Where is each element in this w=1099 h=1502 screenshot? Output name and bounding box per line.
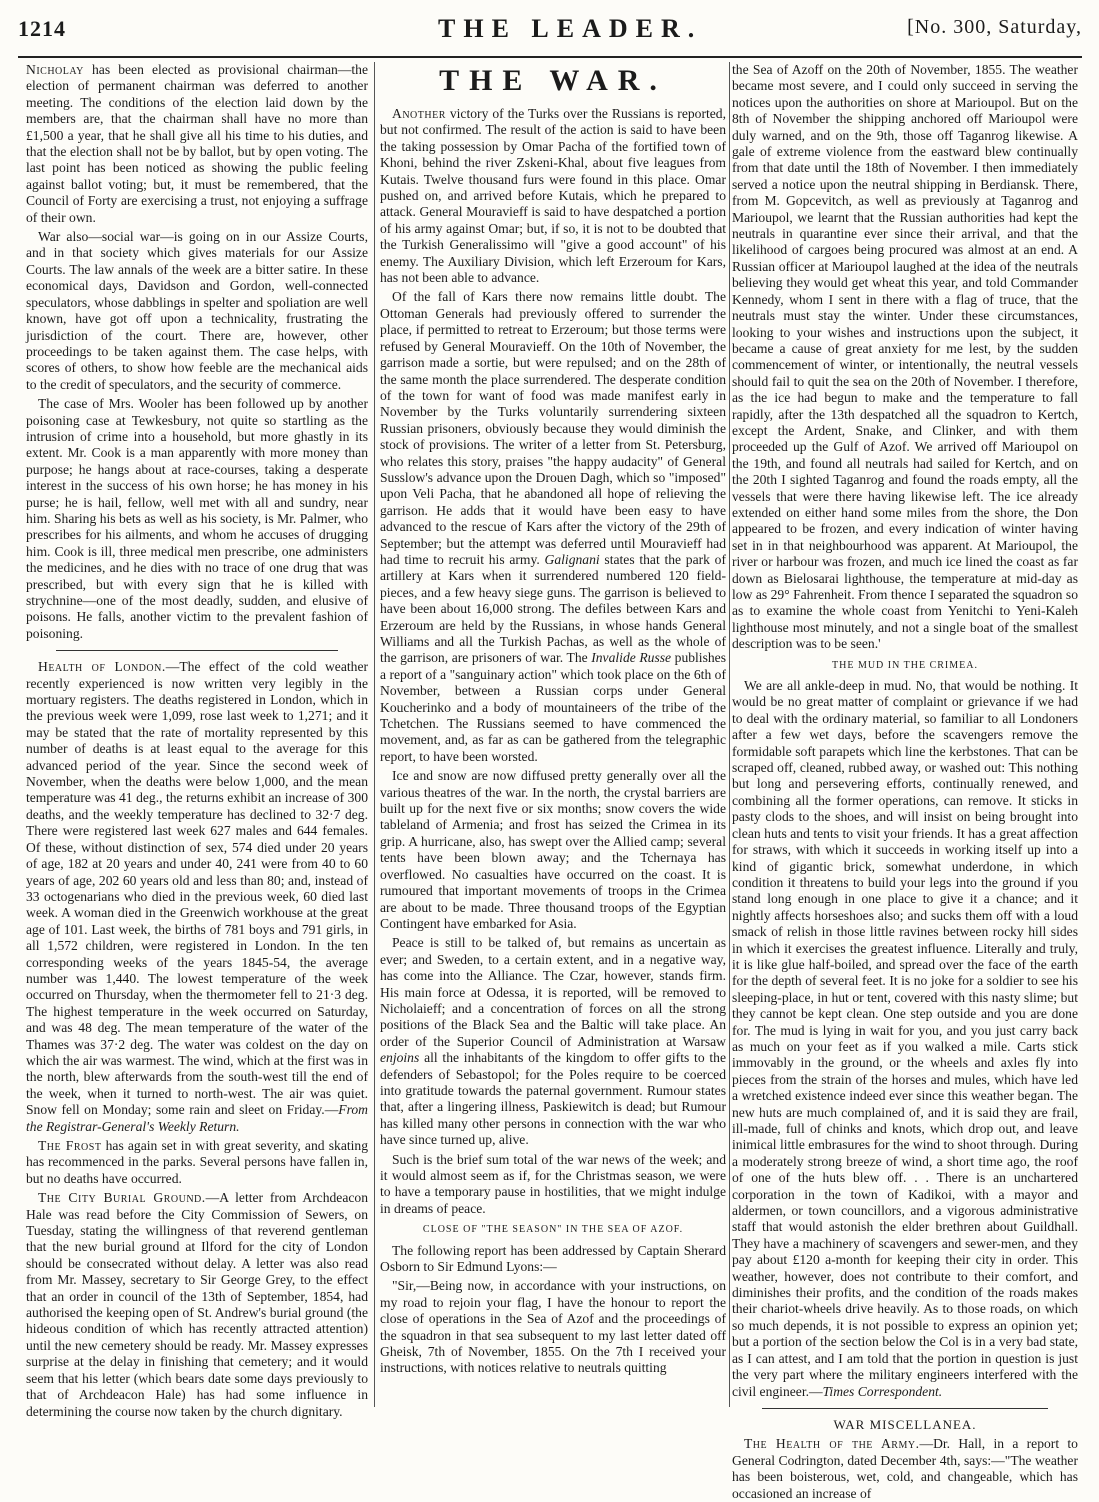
paragraph-text: publishes a report of a "sanguinary action" which took place on the 6th of November, between a Russian corps under General Koucherinko and a body of mountaineers of the tribe of the Tchetchen. The Russians seemed to have commenced the movement, and, as far as can be gathered from the telegraphic report, to have been worsted. — [380, 650, 726, 764]
article-paragraph — [26, 1138, 368, 1187]
lead-word: Health of London. — [38, 659, 166, 675]
paragraph-text: Peace is still to be talked of, but remains as uncertain as ever; and Sweden, to a certain extent, and in a negative way, has come into the Alliance. The Czar, however, stands firm. His main force at Odessa, it is reported, will be removed to Nicholaieff; and a concentration of forces on all the strong positions of the Black Sea and the Baltic will take place. An order of the Superior Council of Administration at Warsaw — [380, 935, 726, 1049]
italic-name: Invalide Russe — [591, 650, 672, 666]
article-paragraph: The case of Mrs. Wooler has been followed up by another poisoning case at Tewkesbury, not quite so startling as the intrusion of crime into a household, but more ghastly in its extent. Mr. Cook is a man apparently with more money than purpose; he hangs about at race-courses, taking a desperate interest in the success of his own horse; he has money in his purse; he is hail, fellow, well met with all and sundry, near him. Sharing his bets as well as his society, is Mr. Palmer, who prescribes for his ailments, and whom he accuses of drugging him. Cook is ill, three medical men prescribe, one administers the medicines, and he dies with no trace of one drug that was prescribed, but with every sign that he is killed with strychnine—one of the most deadly, sudden, and elusive of poisons. He falls, another victim to the prevalent fashion of poisoning. — [26, 396, 368, 641]
article-paragraph: "Sir,—Being now, in accordance with your instructions, on my road to rejoin your flag, I have the honour to report the close of operations in the Sea of Azof and the proceedings of the squadron in that sea subsequent to my last letter dated off Gheisk, 7th of November, 1855. On the 7th I received your instructions, with notices relative to neutrals quitting — [380, 1278, 726, 1376]
source-credit: Times Correspondent. — [822, 1383, 943, 1399]
issue-number: [No. 300, Saturday, — [907, 16, 1082, 38]
article-paragraph: War also—social war—is going on in our Assize Courts, and in that society which gives materials for our Assize Courts. The law annals of the week are a bitter satire. In these economical days, Davidson and Gordon, well-connected speculators, whose dabblings in spelter and spoliation are well known, have got off upon a technicality, frustrating the jurisdiction of the court. There are, however, other proceedings to be taken against them. The case helps, with scores of others, to show how feeble are the mechanical aids to the credit of speculators, and the security of commerce. — [26, 229, 368, 392]
paragraph-text: —A letter from Archdeacon Hale was read before the City Commission of Sewers, on Tuesday, stating the willingness of that reverend gentleman that the new burial ground at Ilford for the city of London should be consecrated without delay. A letter was also read from Mr. Massey, secretary to Sir George Grey, to the effect that an order in council of the 13th of September, 1854, had authorised the keeping open of St. Andrew's burial ground (the hideous condition of which has recently attracted attention) until the new cemetery should be ready. Mr. Massey expresses surprise at the delay in finishing that cemetery; and it would seem that his letter (which bears date some days previously to that of Archdeacon Hale) has had some influence in determining the course now taken by the church dignitary. — [26, 1190, 369, 1419]
italic-word: enjoins — [380, 1050, 420, 1066]
paragraph-text: has again set in with great severity, and skating has recommenced in the parks. Several persons have fallen in, but no deaths have occurred. — [26, 1138, 368, 1186]
column-right — [732, 62, 1078, 1501]
italic-name: Galignani — [544, 551, 600, 567]
lead-word: The City Burial Ground. — [38, 1190, 206, 1206]
lead-word: Nicholay — [26, 62, 84, 77]
source-credit: From the Registrar-General's Weekly Return. — [26, 1102, 368, 1134]
column-divider — [729, 62, 730, 1407]
sub-heading: THE MUD IN THE CRIMEA. — [832, 659, 978, 671]
paragraph-text: —Dr. Hall, in a report to General Codrington, dated December 4th, says:—"The weather has been boisterous, wet, cold, and changeable, which has occasioned an increase of — [732, 1436, 1078, 1501]
paragraph-text: —The effect of the cold weather recently experienced is now written very legibly in the mortuary registers. The deaths registered in London, which in the previous week were 1,099, rose last week to 1,271; and it may be stated that the rate of mortality represented by this number of deaths is at least equal to the average for this advanced period of the year. Since the second week of November, when the deaths were below 1,000, and the mean temperature was 41 deg., the returns exhibit an increase of 300 deaths, and the weekly temperature has declined to 32·7 deg. There were registered last week 627 males and 644 females. Of these, without distinction of sex, 574 died under 20 years of age, 182 at 20 years and under 40, 241 were from 40 to 60 years of age, 202 60 years old and less than 80; and, instead of 33 octogenarians who died in the previous week, 60 died last week. A woman died in the Greenwich workhouse at the great age of 101. Last week, the births of 781 boys and 791 girls, in all 1,572 children, were registered in London. In the ten corresponding weeks of the years 1845-54, the average number was 1,440. The lowest temperature of the week occurred on Thursday, when the thermometer fell to 21·3 deg. The highest temperature in the week occurred on Saturday, and was 48 deg. The mean temperature of the water of the Thames was 37·2 deg. The water was coldest on the day on which the air was warmest. The wind, which at the first was in the north, blew afterwards from the south-west till the end of the week, when it turned to north-west. The air was quiet. Snow fell on Monday; some rain and sleet on Friday.— — [26, 659, 369, 1118]
sub-heading: CLOSE OF "THE SEASON" IN THE SEA OF AZOF. — [422, 1224, 684, 1236]
paragraph-text: victory of the Turks over the Russians is reported, but not confirmed. The result of the action is said to have been the taking possession by Omar Pacha of the fortified town of Khoni, behind the river Zskeni-Khal, about five leagues from Kutais. Twelve thousand furs were found in this place. Omar pushed on, and arrived before Kutais, which he prepared to attack. General Mouravieff is said to have despatched a portion of his army against Omar; but, if so, it is not to be doubted that the Turkish Generalissimo will "give a good account" of his enemy. The Auxiliary Division, which left Erzeroum for Kars, has not been able to advance. — [380, 106, 726, 286]
lead-word: The Health of the Army. — [744, 1436, 920, 1452]
column-middle — [380, 62, 726, 1407]
article-paragraph — [732, 1436, 1078, 1502]
paragraph-text: We are all ankle-deep in mud. No, that would be nothing. It would be no great matter of complaint or grievance if we had to deal with the ordinary material, so familiar to all Londoners after a few wet days, before the scavengers remove the formidable soft parapets which line the kerbstones. That can be scraped off, cleaned, rubbed away, or washed out: This nothing but long and persevering efforts, continually renewed, and combining all the former operations, can remove. It sticks in pasty clods to the shoes, and will insist on being brought into clean huts and tents to visit your friends. It has a great affection for straws, with which it succeeds in working itself up into a kind of gigantic brick, somewhat underdone, in which condition it threatens to build your legs into the ground if you stand long enough in one place to give it a chance; and it nightly affects horseshoes also; and sucks them off with a loud smack of relish in those little ravines between rocky hill sides in which it exercises the greatest influence. Literally and truly, it is like glue half-boiled, and spread over the face of the earth for the depth of several feet. It is no joke for a soldier to see his sleeping-place, in hut or tent, covered with this nasty slime; but they cannot be kept clean. One step outside and you are done for. The mud is lying in wait for you, and you just carry back as much on your feet as if you walked a mile. Carts stick immovably in the ground, or the wheels and axles fly into pieces from the strain of the horses and mules, which have led a wretched existence indeed ever since this weather began. The new huts are much complained of, and it is said they are frail, ill-made, full of chinks and knots, which drop out, and leave inimical little embrasures for the wind to shoot through. During a moderately strong breeze of wind, a short time ago, the roof of one of the huts blew off. . . There is an unchartered corporation in the town of Kadikoi, with a mayor and aldermen, or town councillors, and a vigorous administrative staff that would astonish the elder brethren about Guildhall. They have a machinery of scavengers and sewer-men, and they pay about £120 a-month for keeping their city in order. This weather, however, does not contribute to their comfort, and diminishes their profits, and the condition of the roads makes their chariot-wheels drive heavily. As to those roads, on which so much depends, it is not possible to express an opinion yet; but a portion of the section below the Col is in a very bad state, as I can attest, and I am told that the portion in question is just the very part where the military engineers interfered with the civil engineer.— — [732, 678, 1078, 1399]
article-paragraph — [26, 62, 368, 226]
article-paragraph — [732, 678, 1078, 1400]
paragraph-text: Of the fall of Kars there now remains little doubt. The Ottoman Generals had previously offered to surrender the place, if permitted to retreat to Erzeroum; but those terms were refused by General Mouravieff. On the 10th of November, the garrison made a sortie, but were repulsed; and on the 28th of the same month the place surrendered. The desperate condition of the town for want of food was made manifest early in November by the Turks voluntarily surrendering sixteen Russian prisoners, obviously because they would diminish the stock of provisions. The writer of a letter from St. Petersburg, who relates this story, praises "the happy audacity" of General Susslow's advance upon the Drouen Dagh, which so "imposed" upon Veli Pacha, that he abandoned all hope of relieving the garrison. He adds that it would have been easy to have advanced to the rescue of Kars after the victory of the 29th of September; but the attempt was deferred until Mouravieff had had time to recruit his army. — [380, 289, 726, 567]
section-divider — [762, 1408, 1048, 1409]
paragraph-text: has been elected as provisional chairman—the election of permanent chairman was deferred to another meeting. The conditions of the election laid down by the members are, that the chairman shall have no more than £1,500 a year, that he shall give all his time to his duties, and that the election shall not be by ballot, but by open voting. The last point has been noticed as showing the public feeling against ballot voting; but, it must be remembered, that the Council of Forty are exercising a trust, not enjoying a suffrage of their own. — [26, 62, 368, 225]
section-heading: WAR MISCELLANEA. — [833, 1416, 977, 1432]
lead-word: Another — [392, 106, 446, 121]
column-divider — [374, 62, 375, 1407]
article-paragraph: The following report has been addressed by Captain Sherard Osborn to Sir Edmund Lyons:— — [380, 1242, 726, 1275]
article-paragraph — [380, 106, 726, 286]
article-heading: THE WAR. — [439, 64, 667, 97]
article-paragraph: Such is the brief sum total of the war news of the week; and it would almost seem as if, for the Christmas season, we were to have a temporary pause in hostilities, that we might indulge in dreams of peace. — [380, 1151, 726, 1216]
lead-word: The Frost — [38, 1138, 102, 1153]
article-paragraph — [26, 659, 368, 1135]
article-paragraph — [380, 289, 726, 765]
column-left — [26, 62, 369, 1419]
paragraph-text: states that the park of artillery at Kars when it surrendered numbered 120 field-pieces, and a few heavy siege guns. The garrison is believed to have been about 16,000 strong. The defiles between Kars and Erzeroum are held by the Russians, in whose hands General Williams and all the Turkish Pachas, as well as the whole of the garrison, are prisoners of war. The — [380, 551, 726, 666]
paragraph-text: all the inhabitants of the kingdom to offer gifts to the defenders of Sebastopol; for the Poles require to be coerced into gratitude towards the paternal government. Rumour states that, after a lingering illness, Paskiewitch is dead; but Rumour has killed many other persons in connection with the war who have since turned up, alive. — [380, 1050, 726, 1148]
section-divider — [56, 650, 338, 651]
article-paragraph: Ice and snow are now diffused pretty generally over all the various theatres of the war. In the north, the crystal barriers are built up for the next five or six months; snow covers the wide tableland of Armenia; and frost has seized the Crimea in its grip. A hurricane, also, has swept over the Allied camp; several tents have been blown away; and the Tchernaya has overflowed. No casualties have occurred on the coast. It is rumoured that important movements of troops in the Crimea are about to be made. Three thousand troops of the Egyptian Contingent have embarked for Asia. — [380, 768, 726, 931]
masthead-rule — [18, 56, 1082, 58]
article-paragraph — [26, 1190, 368, 1420]
article-paragraph — [380, 935, 726, 1148]
newspaper-title: THE LEADER. — [438, 14, 703, 43]
masthead — [18, 12, 1082, 56]
page-number: 1214 — [18, 16, 66, 41]
article-paragraph: the Sea of Azoff on the 20th of November, 1855. The weather became most severe, and I could only succeed in serving the notices upon the authorities on shore at Marioupol. But on the 8th of November the shipping anchored off Marioupol were duly warned, and on the 9th, those off Taganrog likewise. A gale of extreme violence from the eastward blew continually from that date until the 18th of November. I then immediately served a notice upon the neutral shipping in Berdiansk. There, from M. Gopcevitch, as well as previously at Taganrog and Marioupol, we learnt that the Russian authorities had kept the neutrals in quarantine ever since their arrival, and that the likelihood of cargoes being procured was almost at an end. A Russian officer at Marioupol laughed at the idea of the neutrals believing they would get wheat this year, and told Commander Kennedy, whom I sent in there with a flag of truce, that the neutrals must stay the winter. Under these circumstances, looking to your wishes and instructions upon the subject, it became a cause of great anxiety for me lest, by the sudden commencement of winter, or intentionally, the neutral vessels should fail to quit the sea on the 20th of November. I therefore, as the ice had begun to make and the temperature to fall rapidly, after the 13th despatched all the squadron to Kertch, except the Ardent, Snake, and Clinker, and with them proceeded up the Gulf of Azof. We arrived off Marioupol on the 19th, and found all neutrals had sailed for Kertch, and on the 20th I sighted Taganrog and found the roads empty, all the vessels that were there having likewise left. The ice already extended on either hand some miles from the shore, the Don appeared to be frozen, and every indication of winter having set in in that neighbourhood was apparent. At Marioupol, the river or harbour was frozen, and much ice lined the coast as far down as Bielosarai lighthouse, the temperature at mid-day as low as 29° Fahrenheit. From thence I separated the squadron so as to examine the whole coast from Yenitchi to Yeni-Kaleh lighthouse most minutely, and not a single boat of the smallest description was to be seen.' — [732, 62, 1078, 652]
